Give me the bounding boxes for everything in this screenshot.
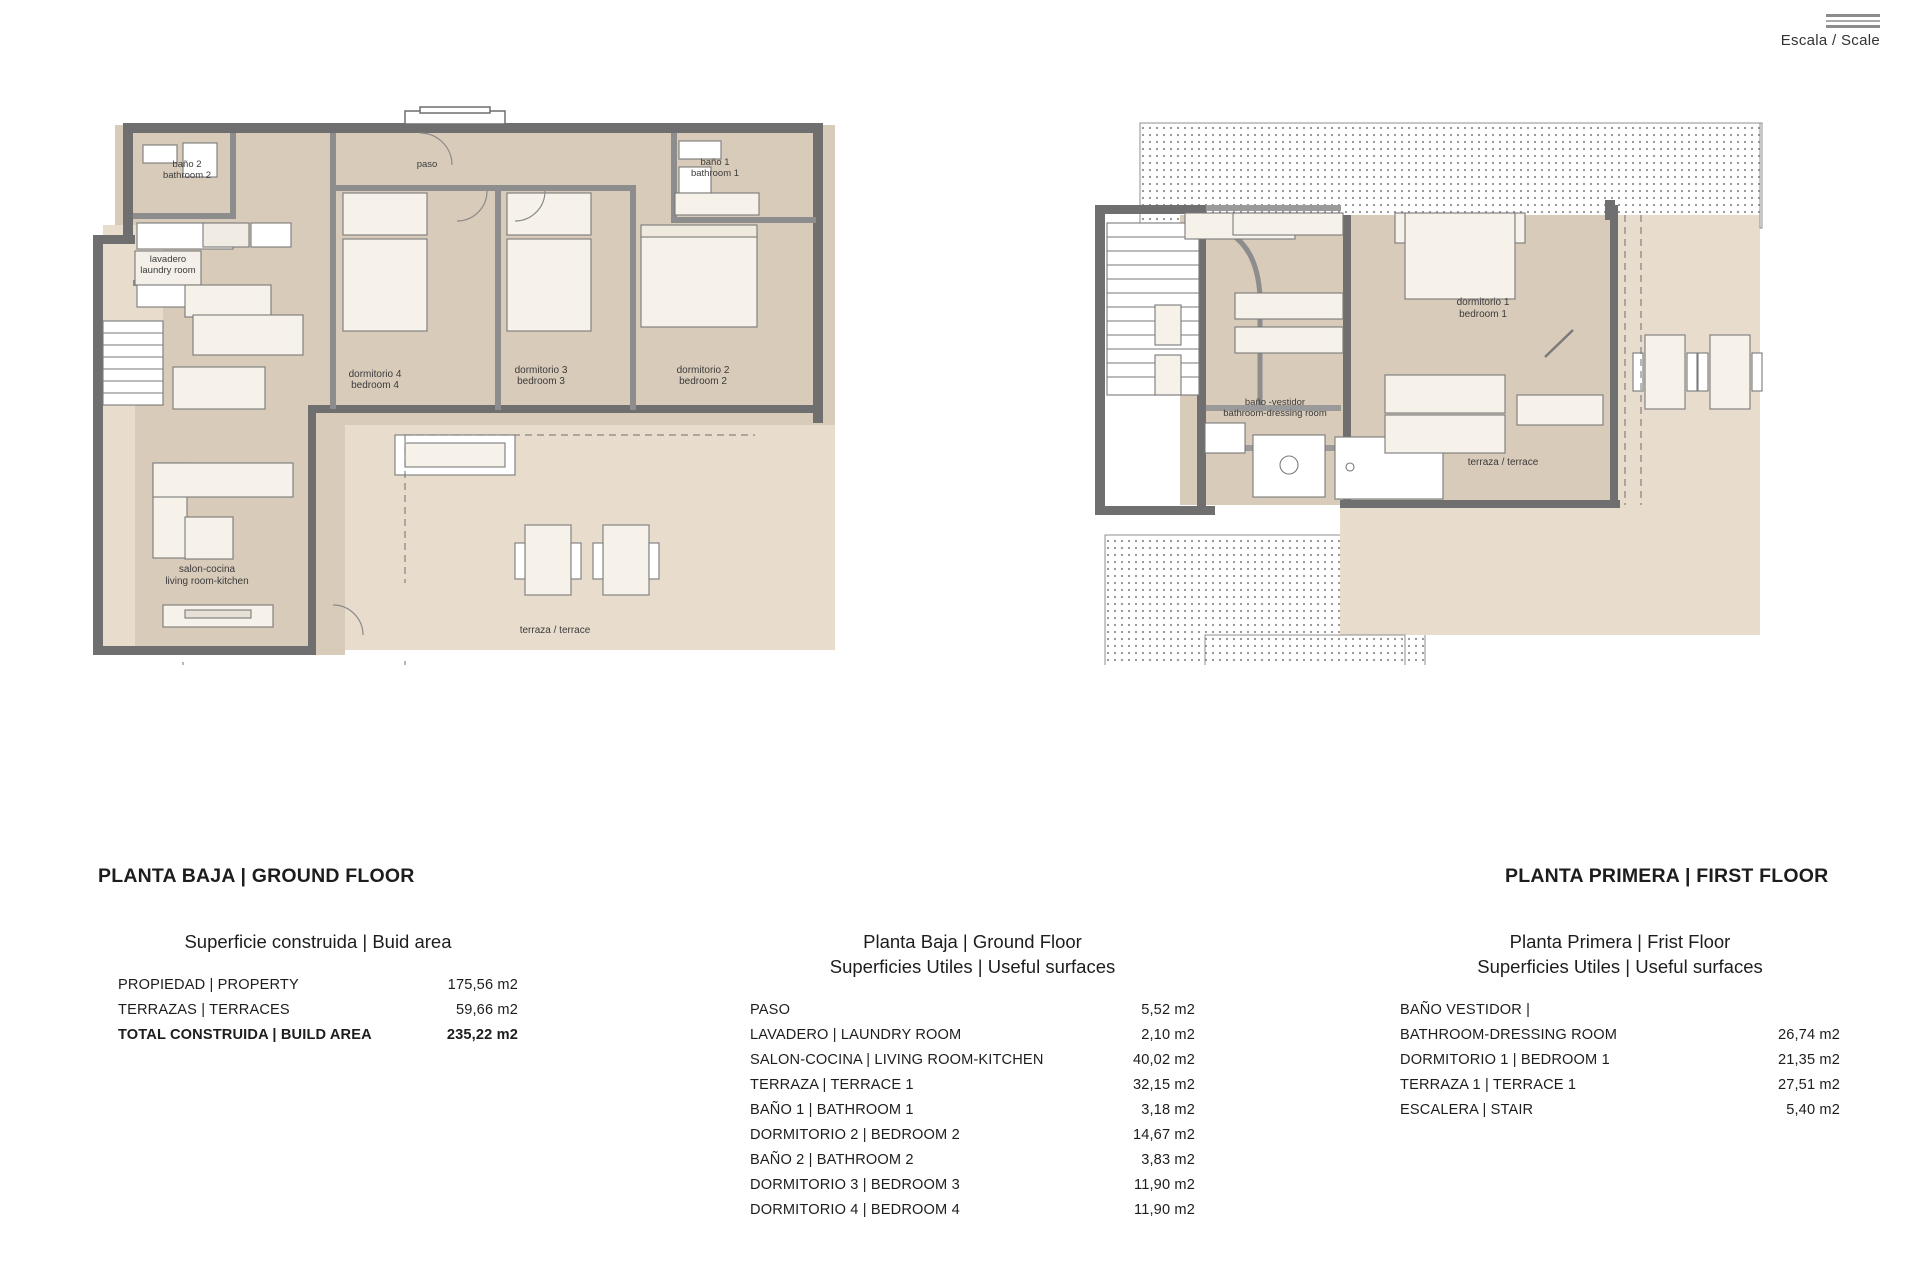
- row-label: LAVADERO | LAUNDRY ROOM: [750, 1027, 962, 1044]
- label-bathroom2-es: baño 2: [172, 159, 202, 170]
- label-bedroom1-en: bedroom 1: [1459, 309, 1507, 320]
- row-label: DORMITORIO 2 | BEDROOM 2: [750, 1127, 960, 1144]
- row-label: TERRAZA | TERRACE 1: [750, 1077, 914, 1094]
- ground-useful-heading-line1: Planta Baja | Ground Floor: [863, 931, 1082, 952]
- table-row: [750, 1023, 1195, 1048]
- label-bathroom1-es: baño 1: [700, 157, 730, 168]
- table-row: [750, 1123, 1195, 1148]
- ground-useful-heading-line2: Superficies Utiles | Useful surfaces: [829, 955, 1116, 977]
- ground-floor-plan: [75, 105, 835, 665]
- table-row: [1400, 1098, 1840, 1123]
- ground-useful-rows: [750, 998, 1195, 1223]
- label-paso: paso: [416, 159, 438, 170]
- label-terrace-ground: terraza / terrace: [519, 625, 591, 636]
- row-label: TOTAL CONSTRUIDA | BUILD AREA: [118, 1027, 372, 1044]
- table-row: [750, 1148, 1195, 1173]
- row-label: BATHROOM-DRESSING ROOM: [1400, 1027, 1618, 1044]
- first-floor-title: PLANTA PRIMERA | FIRST FLOOR: [1505, 865, 1829, 887]
- label-bathdress-es: baño -vestidor: [1244, 397, 1306, 408]
- row-value: 26,74 m2: [1777, 1027, 1840, 1044]
- label-bedroom2-en: bedroom 2: [679, 376, 727, 387]
- scale-bars-icon: [1781, 14, 1880, 28]
- label-bedroom2-es: dormitorio 2: [676, 365, 730, 376]
- first-useful-table: [1400, 930, 1840, 1123]
- table-row: [118, 998, 518, 1023]
- label-bedroom3-es: dormitorio 3: [514, 365, 568, 376]
- table-row: [750, 1198, 1195, 1223]
- row-label: PROPIEDAD | PROPERTY: [118, 977, 299, 994]
- table-row: [1400, 1048, 1840, 1073]
- row-label: BAÑO 1 | BATHROOM 1: [750, 1102, 914, 1119]
- row-value: 27,51 m2: [1777, 1077, 1840, 1094]
- table-row: [750, 1048, 1195, 1073]
- table-row: [750, 1173, 1195, 1198]
- row-label: DORMITORIO 4 | BEDROOM 4: [750, 1202, 960, 1219]
- label-bathroom1-en: bathroom 1: [690, 168, 740, 179]
- row-label: DORMITORIO 3 | BEDROOM 3: [750, 1177, 960, 1194]
- table-row: [750, 998, 1195, 1023]
- row-value: 40,02 m2: [1132, 1052, 1195, 1069]
- build-area-table: [118, 930, 518, 1048]
- scale-block: [1781, 14, 1880, 49]
- scale-label: Escala / Scale: [1780, 32, 1880, 49]
- label-laundry-es: lavadero: [149, 254, 187, 265]
- row-value: 21,35 m2: [1777, 1052, 1840, 1069]
- row-value: 32,15 m2: [1132, 1077, 1195, 1094]
- row-value: 11,90 m2: [1134, 1177, 1195, 1194]
- row-label: SALON-COCINA | LIVING ROOM-KITCHEN: [750, 1052, 1044, 1069]
- row-value: 11,90 m2: [1134, 1202, 1195, 1219]
- row-label: DORMITORIO 1 | BEDROOM 1: [1400, 1052, 1610, 1069]
- label-bedroom4-en: bedroom 4: [351, 380, 399, 391]
- ground-floor-title: PLANTA BAJA | GROUND FLOOR: [98, 865, 415, 887]
- first-floor-plan: [1085, 105, 1825, 665]
- row-label: PASO: [750, 1002, 791, 1019]
- label-bathdress-en: bathroom-dressing room: [1223, 408, 1327, 419]
- table-row: [1400, 998, 1840, 1023]
- first-useful-heading-line1: Planta Primera | Frist Floor: [1509, 931, 1731, 952]
- first-useful-heading: [1400, 930, 1840, 980]
- label-living-es: salon-cocina: [178, 564, 236, 575]
- build-area-rows: [118, 973, 518, 1048]
- label-laundry-en: laundry room: [140, 265, 196, 276]
- row-label: BAÑO VESTIDOR |: [1400, 1002, 1531, 1019]
- row-value: 2,10 m2: [1141, 1027, 1195, 1044]
- label-terrace-first: terraza / terrace: [1467, 457, 1539, 468]
- row-label: TERRAZAS | TERRACES: [118, 1002, 290, 1019]
- build-area-heading: Superficie construida | Buid area: [184, 931, 452, 952]
- row-value: 5,40 m2: [1786, 1102, 1840, 1119]
- row-value: 175,56 m2: [447, 977, 518, 994]
- row-value: 235,22 m2: [446, 1027, 518, 1044]
- table-row: [118, 973, 518, 998]
- row-value: 14,67 m2: [1132, 1127, 1195, 1144]
- table-row: [1400, 1073, 1840, 1098]
- table-row: [750, 1073, 1195, 1098]
- label-bedroom3-en: bedroom 3: [517, 376, 565, 387]
- row-label: BAÑO 2 | BATHROOM 2: [750, 1152, 914, 1169]
- first-useful-heading-line2: Superficies Utiles | Useful surfaces: [1477, 955, 1763, 977]
- label-living-en: living room-kitchen: [165, 576, 249, 587]
- ground-useful-heading: [750, 930, 1195, 980]
- label-bathroom2-en: bathroom 2: [162, 170, 212, 181]
- row-value: 5,52 m2: [1141, 1002, 1195, 1019]
- table-row: [1400, 1023, 1840, 1048]
- ground-useful-table: [750, 930, 1195, 1223]
- label-bedroom1-es: dormitorio 1: [1456, 297, 1510, 308]
- row-label: TERRAZA 1 | TERRACE 1: [1400, 1077, 1577, 1094]
- row-value: 3,83 m2: [1141, 1152, 1195, 1169]
- row-value: 59,66 m2: [455, 1002, 518, 1019]
- table-row: [750, 1098, 1195, 1123]
- first-useful-rows: [1400, 998, 1840, 1123]
- table-row: [118, 1023, 518, 1048]
- row-value: 3,18 m2: [1141, 1102, 1195, 1119]
- label-bedroom4-es: dormitorio 4: [348, 369, 402, 380]
- row-label: ESCALERA | STAIR: [1400, 1102, 1534, 1119]
